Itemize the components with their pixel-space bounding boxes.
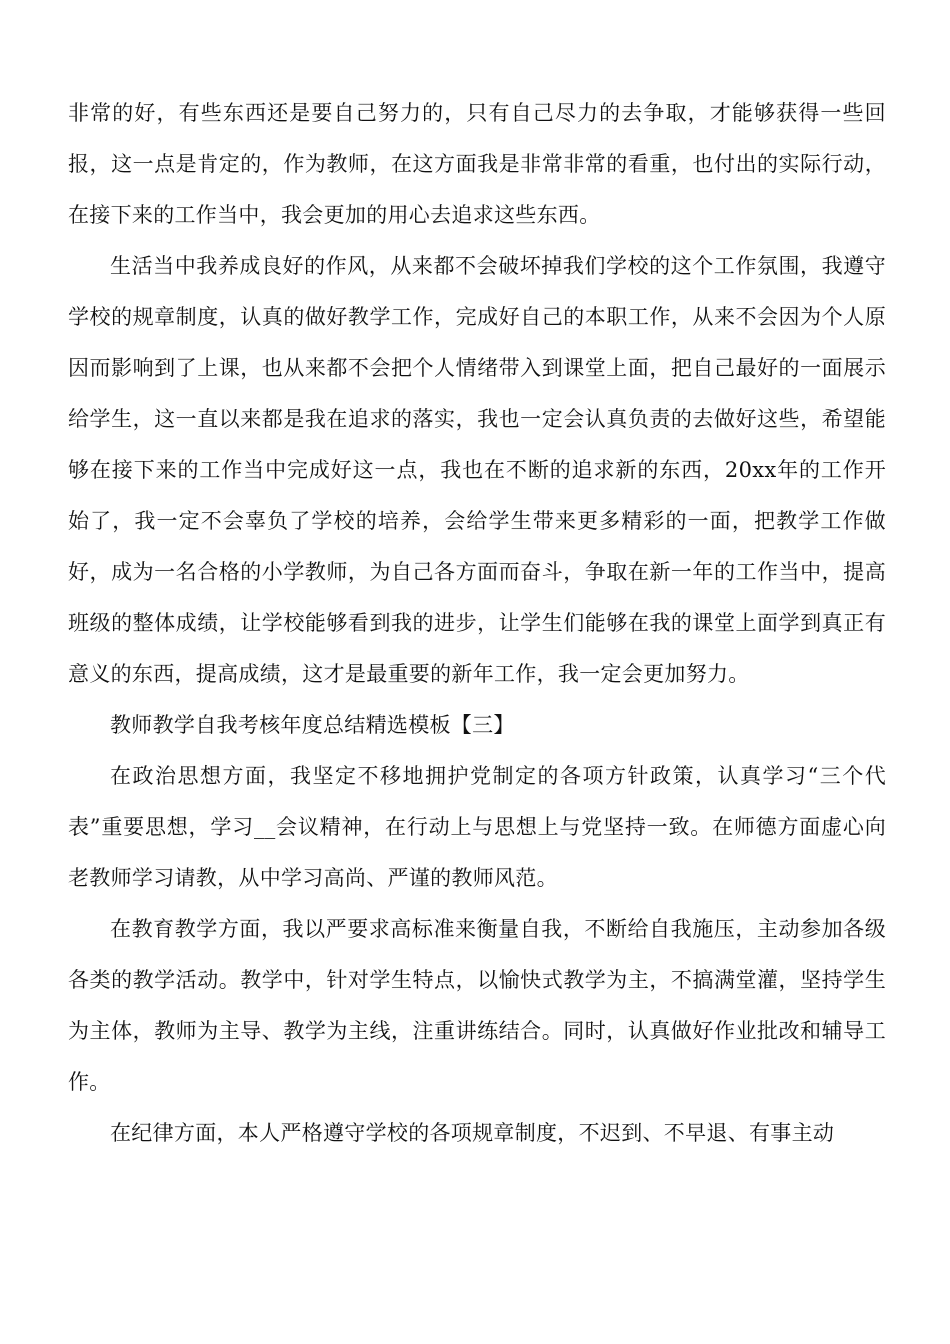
paragraph-discipline: 在纪律方面，本人严格遵守学校的各项规章制度，不迟到、不早退、有事主动 <box>110 1121 835 1145</box>
section-heading: 教师教学自我考核年度总结精选模板【三】 <box>110 713 515 737</box>
paragraph-teaching: 在教育教学方面，我以严要求高标准来衡量自我，不断给自我施压，主动参加各级各类的教学活动。教学中，针对学生特点，以愉快式教学为主，不搞满堂灌，坚持学生为主体，教师为主导、教学为主线，注重讲练结合。同时，认真做好作业批改和辅导工作。 <box>68 917 886 1094</box>
document-body <box>68 88 886 1159</box>
paragraph-work-attitude: 生活当中我养成良好的作风，从来都不会破坏掉我们学校的这个工作氛围，我遵守学校的规章制度，认真的做好教学工作，完成好自己的本职工作，从来不会因为个人原因而影响到了上课，也从来都不会把个人情绪带入到课堂上面，把自己最好的一面展示给学生，这一直以来都是我在追求的落实，我也一定会认真负责的去做好这些，希望能够在接下来的工作当中完成好这一点，我也在不断的追求新的东西，20xx年的工作开始了，我一定不会辜负了学校的培养，会给学生带来更多精彩的一面，把教学工作做好，成为一名合格的小学教师，为自己各方面而奋斗，争取在新一年的工作当中，提高班级的整体成绩，让学校能够看到我的进步，让学生们能够在我的课堂上面学到真正有意义的东西，提高成绩，这才是最重要的新年工作，我一定会更加努力。 <box>68 254 886 686</box>
paragraph-political-thought: 在政治思想方面，我坚定不移地拥护党制定的各项方针政策，认真学习“三个代表”重要思想，学习__会议精神，在行动上与思想上与党坚持一致。在师德方面虚心向老教师学习请教，从中学习高尚、严谨的教师风范。 <box>68 764 886 890</box>
paragraph-continuation: 非常的好，有些东西还是要自己努力的，只有自己尽力的去争取，才能够获得一些回报，这一点是肯定的，作为教师，在这方面我是非常非常的看重，也付出的实际行动，在接下来的工作当中，我会更加的用心去追求这些东西。 <box>68 101 886 227</box>
